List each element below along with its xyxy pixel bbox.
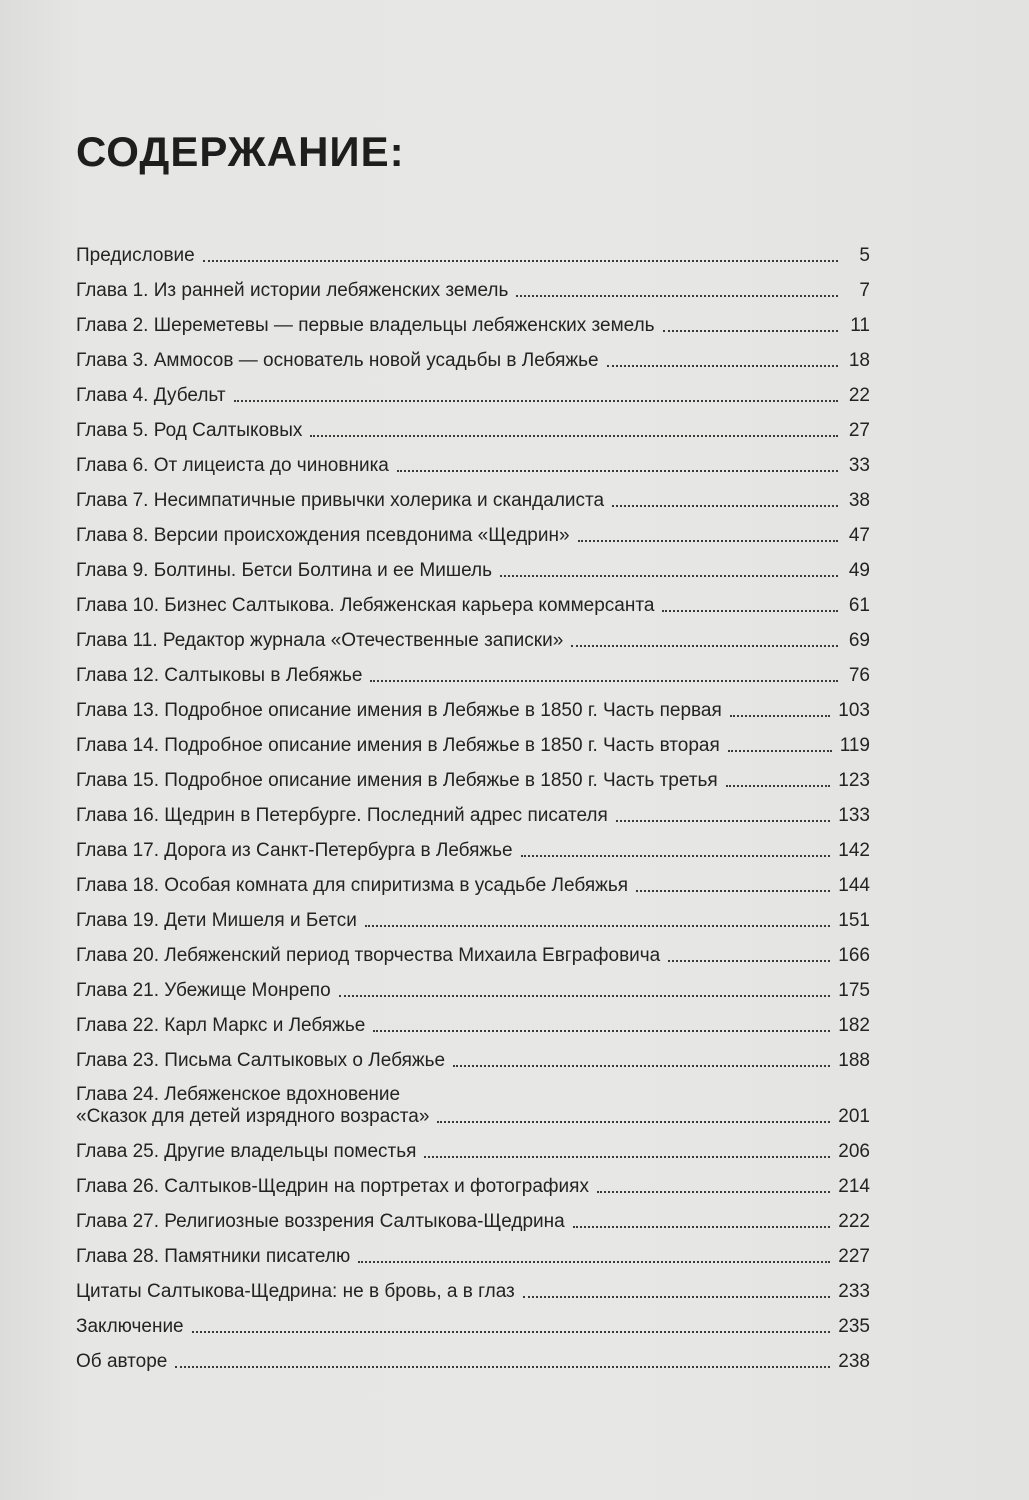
dot-leader [365, 925, 830, 927]
entry-title: Глава 5. Род Салтыковых [76, 420, 303, 441]
dot-leader [668, 960, 830, 962]
entry-title: Глава 2. Шереметевы — первые владельцы лебяженских земель [76, 315, 655, 336]
dot-leader [523, 1296, 831, 1298]
dot-leader [516, 295, 838, 297]
toc-entry [76, 372, 870, 407]
toc-entry [76, 1303, 870, 1338]
toc-entry [76, 897, 870, 932]
entry-title: Заключение [76, 1316, 184, 1337]
entry-title: Глава 18. Особая комната для спиритизма в усадьбе Лебяжья [76, 875, 629, 896]
page-number: 188 [838, 1050, 870, 1071]
dot-leader [373, 1030, 830, 1032]
dot-leader [726, 785, 831, 787]
page-number: 11 [850, 315, 870, 336]
page-number: 18 [848, 350, 870, 371]
dot-leader [662, 610, 838, 612]
page-number: 119 [839, 735, 870, 756]
toc-entry [76, 512, 870, 547]
dot-leader [616, 820, 831, 822]
toc-entry [76, 1268, 870, 1303]
toc-entry [76, 1128, 870, 1163]
dot-leader [728, 750, 832, 752]
page-number: 201 [838, 1106, 870, 1127]
page-number: 235 [838, 1316, 870, 1337]
page-number: 76 [848, 665, 870, 686]
page-number: 175 [838, 980, 870, 1001]
entry-title: Глава 28. Памятники писателю [76, 1246, 351, 1267]
dot-leader [730, 715, 831, 717]
toc-entry [76, 932, 870, 967]
entry-title: Глава 25. Другие владельцы поместья [76, 1141, 417, 1162]
toc-entry [76, 1037, 870, 1072]
toc-entry [76, 407, 870, 442]
page-number: 206 [838, 1141, 870, 1162]
entry-title: Цитаты Салтыкова-Щедрина: не в бровь, а в глаз [76, 1281, 515, 1302]
entry-title: Глава 27. Религиозные воззрения Салтыкова-Щедрина [76, 1211, 565, 1232]
dot-leader [175, 1366, 830, 1368]
page-number: 214 [838, 1176, 870, 1197]
toc-entry-two-line [76, 1072, 870, 1128]
page-number: 222 [838, 1211, 870, 1232]
entry-title: Глава 14. Подробное описание имения в Лебяжье в 1850 г. Часть вторая [76, 735, 720, 756]
toc-entry [76, 687, 870, 722]
toc-entry [76, 652, 870, 687]
entry-title: Глава 9. Болтины. Бетси Болтина и ее Мишель [76, 560, 493, 581]
toc-entry [76, 1198, 870, 1233]
toc-entry [76, 267, 870, 302]
entry-title: Глава 12. Салтыковы в Лебяжье [76, 665, 363, 686]
page-number: 142 [838, 840, 870, 861]
page-number: 22 [848, 385, 870, 406]
dot-leader [339, 995, 831, 997]
dot-leader [370, 680, 838, 682]
toc-entry [76, 1338, 870, 1373]
dot-leader [310, 435, 838, 437]
entry-title: Глава 6. От лицеиста до чиновника [76, 455, 389, 476]
page-number: 7 [859, 280, 870, 301]
page-number: 38 [848, 490, 870, 511]
dot-leader [453, 1065, 830, 1067]
page-number: 5 [859, 245, 870, 266]
toc-entry [76, 617, 870, 652]
entry-title: Глава 11. Редактор журнала «Отечественные записки» [76, 630, 564, 651]
dot-leader [521, 855, 831, 857]
entry-title [76, 1084, 429, 1128]
entry-title: Глава 15. Подробное описание имения в Лебяжье в 1850 г. Часть третья [76, 770, 718, 791]
entry-title: Глава 22. Карл Маркс и Лебяжье [76, 1015, 366, 1036]
dot-leader [234, 400, 838, 402]
dot-leader [424, 1156, 830, 1158]
toc-entry [76, 722, 870, 757]
toc-entry [76, 827, 870, 862]
dot-leader [500, 575, 838, 577]
page-number: 151 [838, 910, 870, 931]
toc-entry [76, 792, 870, 827]
entry-title: Предисловие [76, 245, 195, 266]
dot-leader [636, 890, 830, 892]
toc-entry [76, 442, 870, 477]
dot-leader [578, 540, 838, 542]
dot-leader [663, 330, 838, 332]
dot-leader [571, 645, 838, 647]
toc-entry [76, 967, 870, 1002]
entry-title: Глава 13. Подробное описание имения в Лебяжье в 1850 г. Часть первая [76, 700, 722, 721]
page-number: 233 [838, 1281, 870, 1302]
entry-title: Глава 16. Щедрин в Петербурге. Последний адрес писателя [76, 805, 608, 826]
page-number: 47 [848, 525, 870, 546]
page-number: 144 [838, 875, 870, 896]
toc-entry [76, 547, 870, 582]
page-number: 123 [838, 770, 870, 791]
page-number: 133 [838, 805, 870, 826]
page-number: 61 [848, 595, 870, 616]
entry-title: Глава 17. Дорога из Санкт-Петербурга в Лебяжье [76, 840, 513, 861]
toc-entry [76, 757, 870, 792]
toc-entry [76, 477, 870, 512]
entry-title: Глава 3. Аммосов — основатель новой усадьбы в Лебяжье [76, 350, 599, 371]
page-title: СОДЕРЖАНИЕ: [76, 128, 405, 175]
entry-title: Глава 7. Несимпатичные привычки холерика и скандалиста [76, 490, 605, 511]
entry-title-line-1: Глава 24. Лебяженское вдохновение [76, 1084, 401, 1105]
dot-leader [573, 1226, 831, 1228]
entry-title: Глава 19. Дети Мишеля и Бетси [76, 910, 357, 931]
page-number: 33 [848, 455, 870, 476]
dot-leader [358, 1261, 830, 1263]
entry-title: Глава 20. Лебяженский период творчества Михаила Евграфовича [76, 945, 661, 966]
page-number: 238 [838, 1351, 870, 1372]
page-number: 69 [848, 630, 870, 651]
entry-title: Глава 23. Письма Салтыковых о Лебяжье [76, 1050, 446, 1071]
entry-title: Глава 4. Дубельт [76, 385, 226, 406]
dot-leader [607, 365, 838, 367]
page-number: 27 [848, 420, 870, 441]
page-number: 49 [848, 560, 870, 581]
toc-entry [76, 232, 870, 267]
toc-entry [76, 337, 870, 372]
page-number: 103 [838, 700, 870, 721]
entry-title: Глава 21. Убежище Монрепо [76, 980, 331, 1001]
toc-entry [76, 1163, 870, 1198]
toc-entry [76, 582, 870, 617]
dot-leader [203, 260, 838, 262]
table-of-contents [76, 232, 870, 1373]
entry-title: Глава 26. Салтыков-Щедрин на портретах и фотографиях [76, 1176, 589, 1197]
dot-leader [612, 505, 838, 507]
dot-leader [437, 1121, 830, 1123]
toc-entry [76, 1002, 870, 1037]
entry-title: Об авторе [76, 1351, 168, 1372]
toc-entry [76, 862, 870, 897]
entry-title: Глава 10. Бизнес Салтыкова. Лебяженская карьера коммерсанта [76, 595, 655, 616]
page-number: 227 [838, 1246, 870, 1267]
dot-leader [397, 470, 838, 472]
dot-leader [597, 1191, 830, 1193]
entry-title: Глава 8. Версии происхождения псевдонима «Щедрин» [76, 525, 570, 546]
entry-title-line-2: «Сказок для детей изрядного возраста» [76, 1106, 430, 1127]
dot-leader [192, 1331, 831, 1333]
toc-entry [76, 302, 870, 337]
page-number: 182 [838, 1015, 870, 1036]
page-number: 166 [838, 945, 870, 966]
toc-entry [76, 1233, 870, 1268]
entry-title: Глава 1. Из ранней истории лебяженских земель [76, 280, 509, 301]
